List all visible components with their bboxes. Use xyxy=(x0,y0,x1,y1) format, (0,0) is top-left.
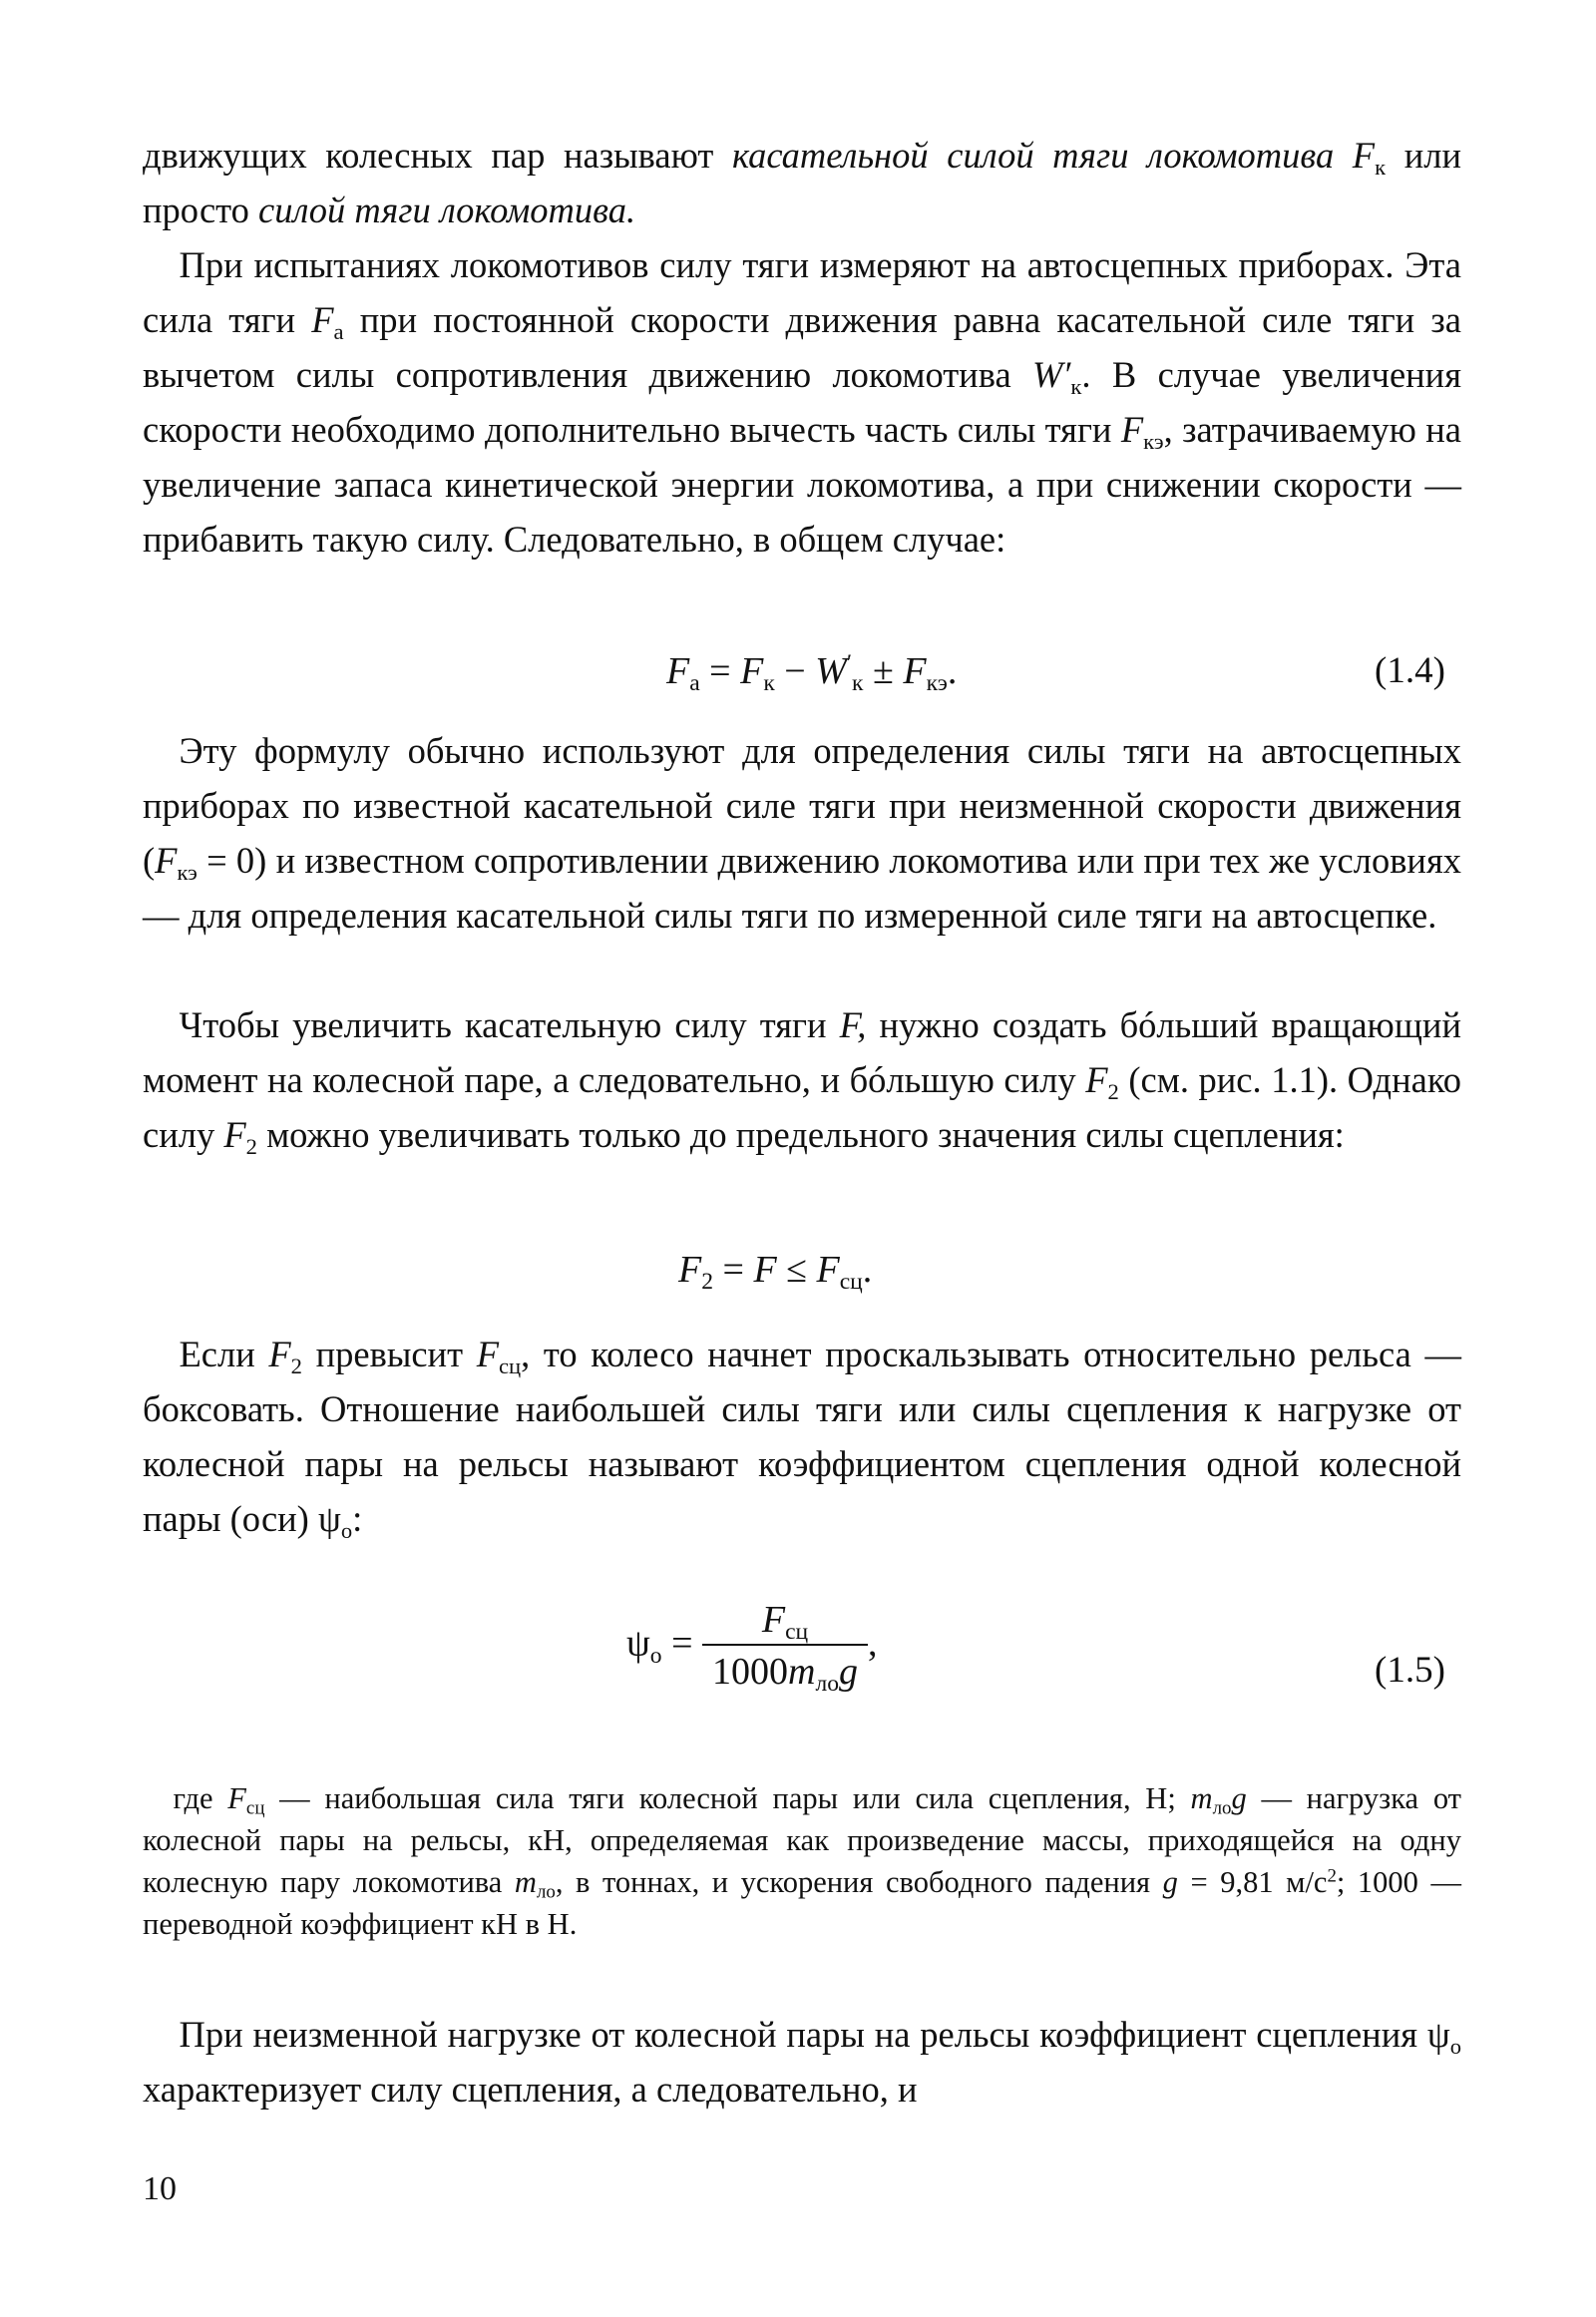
subscript: а xyxy=(333,318,344,344)
symbol: g xyxy=(1231,1781,1247,1815)
text: = 0) и известном сопротивлении движению локомотива или при тех же условиях — для определения касательной силы тяги по измеренной силе тяги на автосцепке. xyxy=(143,840,1461,936)
operator: − xyxy=(774,650,816,692)
operator: = xyxy=(713,1249,754,1291)
text: нужно создать бóльший вращающий момент на колесной паре, а следовательно, и бóльшую силу xyxy=(143,1004,1461,1100)
paragraph-6 xyxy=(143,2007,1461,2117)
subscript: кэ xyxy=(177,859,198,885)
symbol: F xyxy=(268,1334,291,1374)
subscript: 2 xyxy=(1107,1078,1119,1104)
numerator xyxy=(702,1596,868,1646)
subscript: сц xyxy=(839,1269,863,1296)
text: — нагрузка от колесной пары на рельсы, кН, определяемая как произведение массы, приходящейся на одну колесную пару локомотива xyxy=(143,1781,1461,1899)
subscript: ло xyxy=(536,1881,556,1903)
denominator xyxy=(702,1646,868,1698)
equation-number-1-5: (1.5) xyxy=(1375,1650,1445,1691)
subscript: к xyxy=(852,670,864,697)
subscript: сц xyxy=(785,1619,809,1646)
symbol: F xyxy=(227,1781,246,1815)
symbol: F, xyxy=(839,1004,867,1045)
text: Чтобы увеличить касательную силу тяги xyxy=(179,1004,840,1045)
text: При неизменной нагрузке от колесной пары на рельсы коэффициент сцепления ψ xyxy=(179,2014,1450,2055)
paragraph-2 xyxy=(143,723,1461,943)
symbol: F xyxy=(155,840,178,881)
text: . В случае увеличения скорости необходимо дополнительно вычесть часть силы тяги xyxy=(143,354,1461,450)
equation-number-1-4: (1.4) xyxy=(1375,650,1445,691)
symbol: F xyxy=(311,299,334,340)
text: характеризует силу сцепления, а следовательно, и xyxy=(143,2069,918,2110)
symbol: F xyxy=(678,1249,702,1291)
text: при постоянной скорости движения равна касательной силе тяги за вычетом силы сопротивления движению локомотива xyxy=(143,299,1461,395)
superscript: ′ xyxy=(846,650,853,677)
paragraph-where xyxy=(143,1777,1461,1945)
fraction xyxy=(702,1596,868,1698)
subscript: кэ xyxy=(926,670,948,697)
paragraph-1 xyxy=(143,237,1461,567)
italic-term xyxy=(731,135,1387,180)
punctuation: . xyxy=(947,650,958,692)
text: движущих колесных пар называют xyxy=(143,135,732,176)
superscript: 2 xyxy=(1327,1865,1337,1887)
paragraph-4 xyxy=(143,1327,1461,1546)
paragraph-0 xyxy=(143,128,1461,237)
symbol: m xyxy=(514,1865,537,1899)
text: (см. рис. 1.1). Однако силу xyxy=(143,1059,1461,1155)
subscript: к xyxy=(1375,154,1387,180)
subscript: о xyxy=(649,1642,662,1669)
operator: = xyxy=(661,1622,703,1665)
symbol: F xyxy=(1085,1059,1108,1100)
subscript: сц xyxy=(245,1797,265,1819)
symbol: W xyxy=(815,650,847,692)
text: превысит xyxy=(301,1334,477,1374)
symbol: F xyxy=(753,1249,777,1291)
text: , то колесо начнет проскальзывать относительно рельса — боксовать. Отношение наибольшей силы тяги или силы сцепления к нагрузке от колесной пары на рельсы называют коэффициентом сцепления одной колесной пары (оси) ψ xyxy=(143,1334,1461,1539)
symbol: m xyxy=(1190,1781,1213,1815)
equation-adhesion-limit xyxy=(678,1245,872,1295)
text: — наибольшая сила тяги колесной пары или сила сцепления, Н; xyxy=(264,1781,1191,1815)
symbol: F xyxy=(740,650,764,692)
symbol: F xyxy=(666,650,690,692)
subscript: к xyxy=(1070,373,1082,399)
punctuation: , xyxy=(868,1622,878,1665)
subscript: сц xyxy=(498,1352,522,1378)
symbol: F xyxy=(223,1114,246,1155)
text: Эту формулу обычно используют для определения силы тяги на автосцепных приборах по известной касательной силе тяги при неизменной скорости движения ( xyxy=(143,730,1461,881)
text: При испытаниях локомотивов силу тяги измеряют на автосцепных приборах. Эта сила тяги xyxy=(143,244,1461,340)
operator: = xyxy=(699,650,741,692)
symbol: F xyxy=(903,650,927,692)
subscript: о xyxy=(1449,2033,1461,2059)
symbol: F xyxy=(1120,409,1144,450)
text: касательной силой тяги локомотива F xyxy=(731,135,1376,176)
operator: ± xyxy=(863,650,904,692)
equation-1-4 xyxy=(666,646,957,696)
symbol: ψ xyxy=(626,1622,650,1665)
subscript: к xyxy=(763,670,775,697)
subscript: 2 xyxy=(245,1133,257,1159)
symbol: m xyxy=(788,1651,816,1693)
text: или просто xyxy=(143,135,1461,230)
equation-1-5 xyxy=(626,1596,878,1698)
text: , в тоннах, и ускорения свободного падения xyxy=(555,1865,1163,1899)
symbol: F xyxy=(816,1249,840,1291)
text: ; 1000 — переводной коэффициент кН в Н. xyxy=(143,1865,1461,1941)
symbol: F xyxy=(761,1599,786,1641)
text: Если xyxy=(179,1334,269,1374)
subscript: о xyxy=(340,1517,353,1543)
symbol: F xyxy=(476,1334,499,1374)
punctuation: . xyxy=(862,1249,873,1291)
subscript: ло xyxy=(815,1671,839,1698)
text: , затрачиваемую на увеличение запаса кинетической энергии локомотива, а при снижении скорости — прибавить такую силу. Следовательно, в общем случае: xyxy=(143,409,1462,560)
symbol: g xyxy=(839,1651,858,1693)
subscript: кэ xyxy=(1143,428,1164,454)
subscript: 2 xyxy=(290,1352,302,1378)
italic-term: силой тяги локомотива. xyxy=(258,190,636,230)
subscript: 2 xyxy=(701,1269,713,1296)
text: можно увеличивать только до предельного значения силы сцепления: xyxy=(256,1114,1345,1155)
operator: ≤ xyxy=(776,1249,817,1291)
paragraph-3 xyxy=(143,997,1461,1162)
number: 1000 xyxy=(712,1651,789,1693)
text: где xyxy=(173,1781,228,1815)
text: = 9,81 м/с xyxy=(1177,1865,1328,1899)
text: : xyxy=(352,1498,363,1539)
subscript: ло xyxy=(1212,1797,1232,1819)
page-number: 10 xyxy=(143,2170,177,2207)
symbol: g xyxy=(1162,1865,1178,1899)
symbol: W′ xyxy=(1032,354,1071,395)
subscript: а xyxy=(689,670,700,697)
